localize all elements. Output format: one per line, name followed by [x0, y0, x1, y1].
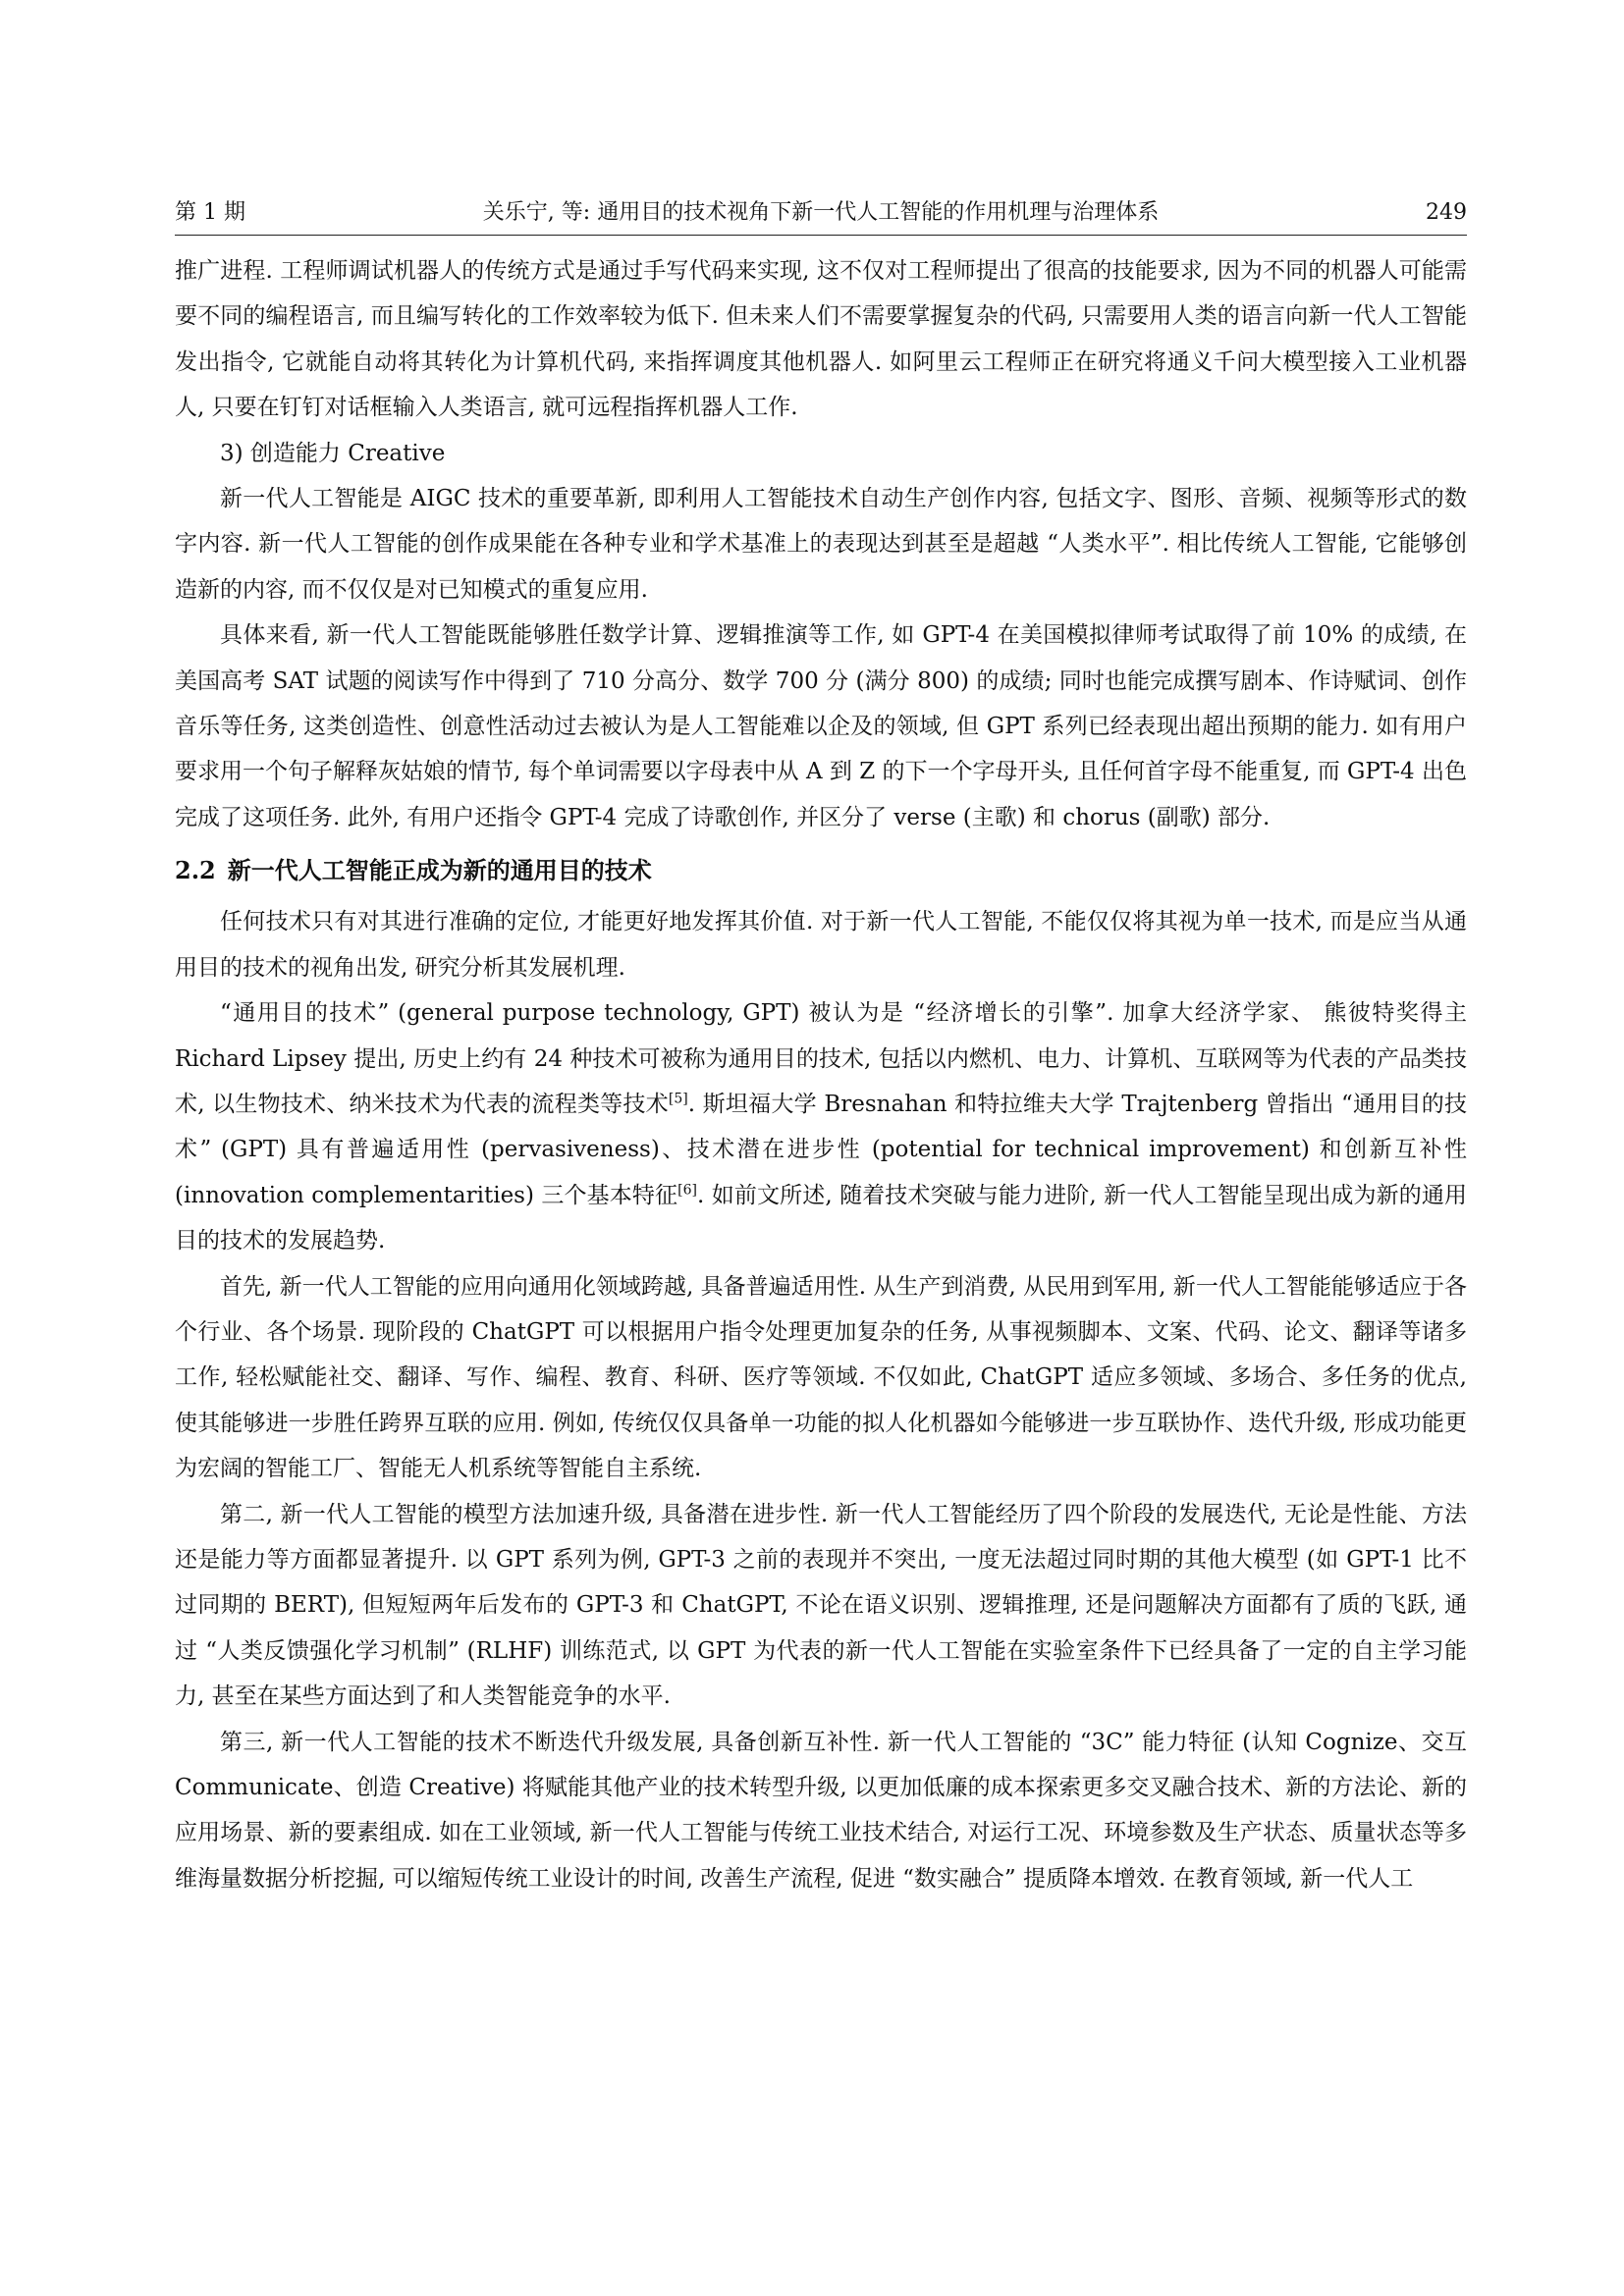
paragraph — [175, 990, 1467, 1263]
paragraph: 推广进程. 工程师调试机器人的传统方式是通过手写代码来实现, 这不仅对工程师提出了很高的技能要求, 因为不同的机器人可能需要不同的编程语言, 而且编写转化的工作效率较为低下. 但未来人们不需要掌握复杂的代码, 只需要用人类的语言向新一代人工智能发出指令, 它就能自动将其转化为计算机代码, 来指挥调度其他机器人. 如阿里云工程师正在研究将通义千问大模型接入工业机器人, 只要在钉钉对话框输入人类语言, 就可远程指挥机器人工作. — [175, 258, 1467, 421]
paragraph: 任何技术只有对其进行准确的定位, 才能更好地发挥其价值. 对于新一代人工智能, 不能仅仅将其视为单一技术, 而是应当从通用目的技术的视角出发, 研究分析其发展机理. — [175, 909, 1467, 981]
header-rule — [175, 235, 1467, 236]
section-number: 2.2 — [175, 856, 216, 885]
paragraph: 首先, 新一代人工智能的应用向通用化领域跨越, 具备普遍适用性. 从生产到消费, 从民用到军用, 新一代人工智能能够适应于各个行业、各个场景. 现阶段的 ChatGPT 可以根据用户指令处理更加复杂的任务, 从事视频脚本、文案、代码、论文、翻译等诸多工作, 轻松赋能社交、翻译、写作、编程、教育、科研、医疗等领域. 不仅如此, ChatGPT 适应多领域、多场合、多任务的优点, 使其能够进一步胜任跨界互联的应用. 例如, 传统仅仅具备单一功能的拟人化机器如今能够进一步互联协作、迭代升级, 形成功能更为宏阔的智能工厂、智能无人机系统等智能自主系统. — [175, 1273, 1467, 1482]
paragraph-text: . 斯坦福大学 Bresnahan 和特拉维夫大学 Trajtenberg 曾指出 “通用目的技术” (GPT) 具有普遍适用性 (pervasiveness)、技术潜在进步性 (potential for technical improvement) 和创新互补性 (innovation complementarities) 三个基本特征 — [175, 1091, 1467, 1208]
paragraph: 新一代人工智能是 AIGC 技术的重要革新, 即利用人工智能技术自动生产创作内容, 包括文字、图形、音频、视频等形式的数字内容. 新一代人工智能的创作成果能在各种专业和学术基准上的表现达到甚至是超越 “人类水平”. 相比传统人工智能, 它能够创造新的内容, 而不仅仅是对已知模式的重复应用. — [175, 486, 1467, 603]
section-title: 新一代人工智能正成为新的通用目的技术 — [227, 857, 652, 885]
paragraph-text: “通用目的技术” (general purpose technology, GPT) 被认为是 “经济增长的引擎”. 加拿大经济学家、 熊彼特奖得主 Richard Lipsey 提出, 历史上约有 24 种技术可被称为通用目的技术, 包括以内燃机、电力、计算机、互联网等为代表的产品类技术, 以生物技术、纳米技术为代表的流程类等技术 — [175, 1000, 1467, 1117]
citation-5[interactable]: [5] — [668, 1091, 688, 1107]
paragraph: 第三, 新一代人工智能的技术不断迭代升级发展, 具备创新互补性. 新一代人工智能的 “3C” 能力特征 (认知 Cognize、交互 Communicate、创造 Creative) 将赋能其他产业的技术转型升级, 以更加低廉的成本探索更多交叉融合技术、新的方法论、新的应用场景、新的要素组成. 如在工业领域, 新一代人工智能与传统工业技术结合, 对运行工况、环境参数及生产状态、质量状态等多维海量数据分析挖掘, 可以缩短传统工业设计的时间, 改善生产流程, 促进 “数实融合” 提质降本增效. 在教育领域, 新一代人工 — [175, 1729, 1467, 1892]
section-heading — [175, 848, 1467, 893]
paragraph: 3) 创造能力 Creative — [220, 440, 446, 466]
running-header — [175, 195, 1467, 231]
paragraph: 具体来看, 新一代人工智能既能够胜任数学计算、逻辑推演等工作, 如 GPT-4 在美国模拟律师考试取得了前 10% 的成绩, 在美国高考 SAT 试题的阅读写作中得到了 710 分高分、数学 700 分 (满分 800) 的成绩; 同时也能完成撰写剧本、作诗赋词、创作音乐等任务, 这类创造性、创意性活动过去被认为是人工智能难以企及的领域, 但 GPT 系列已经表现出超出预期的能力. 如有用户要求用一个句子解释灰姑娘的情节, 每个单词需要以字母表中从 A 到 Z 的下一个字母开头, 且任何首字母不能重复, 而 GPT-4 出色完成了这项任务. 此外, 有用户还指令 GPT-4 完成了诗歌创作, 并区分了 verse (主歌) 和 chorus (副歌) 部分. — [175, 622, 1467, 830]
paragraph-text: . 如前文所述, 随着技术突破与能力进阶, 新一代人工智能呈现出成为新的通用目的技术的发展趋势. — [175, 1182, 1467, 1255]
page-number: 249 — [1426, 200, 1467, 225]
paragraph: 第二, 新一代人工智能的模型方法加速升级, 具备潜在进步性. 新一代人工智能经历了四个阶段的发展迭代, 无论是性能、方法还是能力等方面都显著提升. 以 GPT 系列为例, GPT-3 之前的表现并不突出, 一度无法超过同时期的其他大模型 (如 GPT-1 比不过同期的 BERT), 但短短两年后发布的 GPT-3 和 ChatGPT, 不论在语义识别、逻辑推理, 还是问题解决方面都有了质的飞跃, 通过 “人类反馈强化学习机制” (RLHF) 训练范式, 以 GPT 为代表的新一代人工智能在实验室条件下已经具备了一定的自主学习能力, 甚至在某些方面达到了和人类智能竞争的水平. — [175, 1501, 1467, 1710]
article-body — [175, 248, 1467, 1901]
citation-6[interactable]: [6] — [677, 1182, 697, 1199]
issue-label: 第 1 期 — [175, 200, 245, 225]
running-title: 关乐宁, 等: 通用目的技术视角下新一代人工智能的作用机理与治理体系 — [482, 200, 1160, 225]
